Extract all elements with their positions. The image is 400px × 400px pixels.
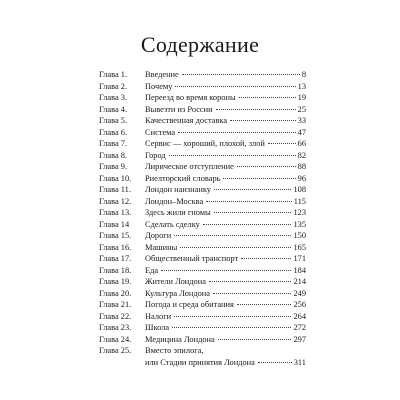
toc-entry — [99, 92, 306, 104]
toc-dot-leader — [214, 212, 292, 213]
toc-chapter-number: Глава 23. — [99, 323, 132, 332]
toc-entry — [99, 104, 306, 116]
toc-entry — [99, 230, 306, 242]
toc-page-number: 96 — [297, 173, 306, 183]
toc-entry — [99, 334, 306, 346]
toc-chapter-number: Глава 6. — [99, 127, 128, 137]
toc-entry — [99, 138, 306, 150]
toc-entry-title: Погода и среда обитания — [145, 300, 234, 309]
toc-entry-title: Качественная доставка — [145, 116, 228, 125]
toc-entry-body — [145, 173, 306, 185]
toc-entry — [99, 276, 306, 288]
toc-entry-title: Дороги — [145, 231, 172, 240]
toc-dot-leader — [180, 247, 291, 248]
toc-dot-leader — [174, 316, 291, 317]
toc-page-number: 171 — [293, 254, 306, 263]
toc-page-number: 165 — [293, 242, 306, 252]
toc-chapter-number: Глава 13. — [99, 208, 132, 217]
toc-page-number: 66 — [297, 139, 306, 148]
toc-entry-title: Общественный транспорт — [145, 254, 239, 263]
toc-page-number: 25 — [297, 104, 306, 114]
toc-entry-body — [145, 138, 306, 150]
toc-page-number: 272 — [293, 323, 306, 332]
toc-dot-leader — [206, 201, 291, 202]
toc-entry-title-line2: или Стадии принятия Лондона — [145, 357, 255, 367]
toc-entry — [99, 253, 306, 265]
toc-entry — [99, 161, 306, 173]
toc-chapter-number: Глава 17. — [99, 254, 132, 263]
toc-entry — [99, 150, 306, 162]
toc-chapter-number: Глава 11. — [99, 185, 131, 194]
toc-page-number: 311 — [293, 357, 306, 367]
toc-chapter-number: Глава 20. — [99, 288, 132, 298]
toc-entry-title: Лондон наизнанку — [145, 185, 211, 194]
toc-dot-leader — [209, 281, 292, 282]
toc-dot-leader — [203, 224, 292, 225]
toc-page-number: 47 — [297, 127, 306, 137]
toc-chapter-number: Глава 19. — [99, 277, 132, 286]
toc-entry — [99, 184, 306, 196]
toc-entry — [99, 115, 306, 127]
toc-page-number: 19 — [297, 93, 306, 102]
toc-entry-title: Лирическое отступление — [145, 162, 234, 171]
toc-dot-leader — [214, 189, 291, 190]
toc-chapter-number: Глава 21. — [99, 300, 132, 309]
toc-entry — [99, 69, 306, 81]
toc-entry-title: Вывезти из России — [145, 104, 213, 114]
toc-dot-leader — [237, 304, 292, 305]
toc-entry-body — [145, 115, 306, 127]
toc-entry-title: Сервис — хороший, плохой, злой — [145, 139, 265, 148]
toc-entry-body — [145, 104, 306, 116]
toc-entry-title: Почему — [145, 81, 173, 91]
toc-page-number: 256 — [293, 300, 306, 309]
toc-dot-leader — [178, 132, 296, 133]
toc-entry-body — [145, 345, 306, 368]
toc-entry-title: Культура Лондона — [145, 288, 210, 298]
toc-entry-body — [145, 69, 306, 81]
toc-entry-title: Медицина Лондона — [145, 334, 215, 344]
toc-entry-body — [145, 276, 306, 288]
toc-entry-title: Машины — [145, 242, 178, 252]
toc-chapter-number: Глава 22. — [99, 311, 132, 321]
toc-entry-body — [145, 334, 306, 346]
toc-entry-title-line1: Вместо эпилога, — [145, 346, 204, 355]
toc-entry-body — [145, 219, 306, 231]
toc-page-number: 214 — [293, 277, 306, 286]
toc-entry-body — [145, 127, 306, 139]
toc-chapter-number: Глава 7. — [99, 139, 128, 148]
toc-entry — [99, 196, 306, 208]
toc-entry — [99, 311, 306, 323]
toc-entry-title: Жители Лондона — [145, 277, 206, 286]
toc-dot-leader — [174, 235, 291, 236]
toc-page-number: 82 — [297, 150, 306, 160]
toc-chapter-number: Глава 2. — [99, 81, 128, 91]
toc-dot-leader — [239, 97, 296, 98]
toc-dot-leader — [223, 178, 295, 179]
toc-dot-leader — [237, 166, 296, 167]
toc-entry-title: Система — [145, 127, 176, 137]
toc-entry — [99, 219, 306, 231]
toc-entry-body — [145, 196, 306, 208]
toc-entry-title: Школа — [145, 323, 170, 332]
toc-entry-body — [145, 299, 306, 311]
toc-entry — [99, 81, 306, 93]
toc-dot-leader — [241, 258, 291, 259]
toc-dot-leader — [213, 293, 291, 294]
toc-dot-leader — [218, 339, 292, 340]
toc-page-number: 115 — [293, 196, 306, 206]
toc-dot-leader — [175, 86, 295, 87]
toc-page-number: 123 — [293, 208, 306, 217]
toc-entry-title: Лондон–Москва — [145, 196, 204, 206]
toc-chapter-number: Глава 3. — [99, 93, 128, 102]
toc-page-number: 184 — [293, 265, 306, 275]
toc-page-number: 264 — [293, 311, 306, 321]
toc-page-number: 88 — [297, 162, 306, 171]
toc-entry — [99, 173, 306, 185]
toc-entry-body — [145, 81, 306, 93]
toc-entry — [99, 299, 306, 311]
toc-entry-title: Переезд во время короны — [145, 93, 236, 102]
toc-chapter-number: Глава 4. — [99, 104, 128, 114]
toc-chapter-number: Глава 14 — [99, 219, 130, 229]
toc-entry-body — [145, 161, 306, 173]
toc-chapter-number: Глава 8. — [99, 150, 128, 160]
toc-chapter-number: Глава 24. — [99, 334, 132, 344]
toc-heading: Содержание — [140, 32, 260, 57]
toc-entry — [99, 288, 306, 300]
toc-page-number: 297 — [293, 334, 306, 344]
toc-entry-body — [145, 322, 306, 334]
toc-page-number: 8 — [301, 70, 306, 79]
toc-entry-title: Введение — [145, 70, 179, 79]
toc-chapter-number: Глава 25. — [99, 346, 132, 355]
toc-entry-body — [145, 242, 306, 254]
toc-chapter-number: Глава 12. — [99, 196, 132, 206]
toc-dot-leader — [268, 143, 296, 144]
toc-chapter-number: Глава 18. — [99, 265, 132, 275]
toc-entry-body — [145, 92, 306, 104]
toc-entry — [99, 242, 306, 254]
toc-entry-body — [145, 265, 306, 277]
toc-entry-title: Здесь жили гномы — [145, 208, 211, 217]
toc-chapter-number: Глава 16. — [99, 242, 132, 252]
toc-entry-title: Налоги — [145, 311, 172, 321]
toc-entry-line2 — [145, 357, 306, 369]
toc-entry-title: Еда — [145, 265, 159, 275]
toc-entry — [99, 127, 306, 139]
toc-page-number: 33 — [297, 116, 306, 125]
toc-dot-leader — [169, 155, 296, 156]
toc-entry-body — [145, 311, 306, 323]
toc-page-number: 150 — [293, 231, 306, 240]
toc-dot-leader — [172, 327, 291, 328]
toc-entry-body — [145, 184, 306, 196]
toc-entry-title: Город — [145, 150, 166, 160]
toc-entry — [99, 265, 306, 277]
toc-chapter-number: Глава 9. — [99, 162, 128, 171]
toc-list — [99, 69, 306, 368]
toc-page-number: 108 — [293, 185, 306, 194]
toc-page-number: 13 — [297, 81, 306, 91]
toc-entry-body — [145, 288, 306, 300]
toc-dot-leader — [161, 270, 291, 271]
toc-page-number: 249 — [293, 288, 306, 298]
toc-chapter-number: Глава 1. — [99, 70, 128, 79]
toc-entry-body — [145, 207, 306, 219]
toc-entry — [99, 207, 306, 219]
toc-dot-leader — [182, 74, 300, 75]
toc-page-number: 135 — [293, 219, 306, 229]
toc-chapter-number: Глава 5. — [99, 116, 128, 125]
toc-dot-leader — [216, 109, 296, 110]
toc-entry — [99, 322, 306, 334]
toc-entry-last — [99, 345, 306, 368]
toc-entry-body — [145, 230, 306, 242]
toc-entry-body — [145, 150, 306, 162]
toc-chapter-number: Глава 10. — [99, 173, 132, 183]
toc-dot-leader — [258, 362, 292, 363]
toc-dot-leader — [230, 120, 296, 121]
toc-entry-body — [145, 253, 306, 265]
toc-chapter-number: Глава 15. — [99, 231, 132, 240]
toc-entry-title: Сделать сделку — [145, 219, 200, 229]
toc-entry-title: Риелторский словарь — [145, 173, 221, 183]
